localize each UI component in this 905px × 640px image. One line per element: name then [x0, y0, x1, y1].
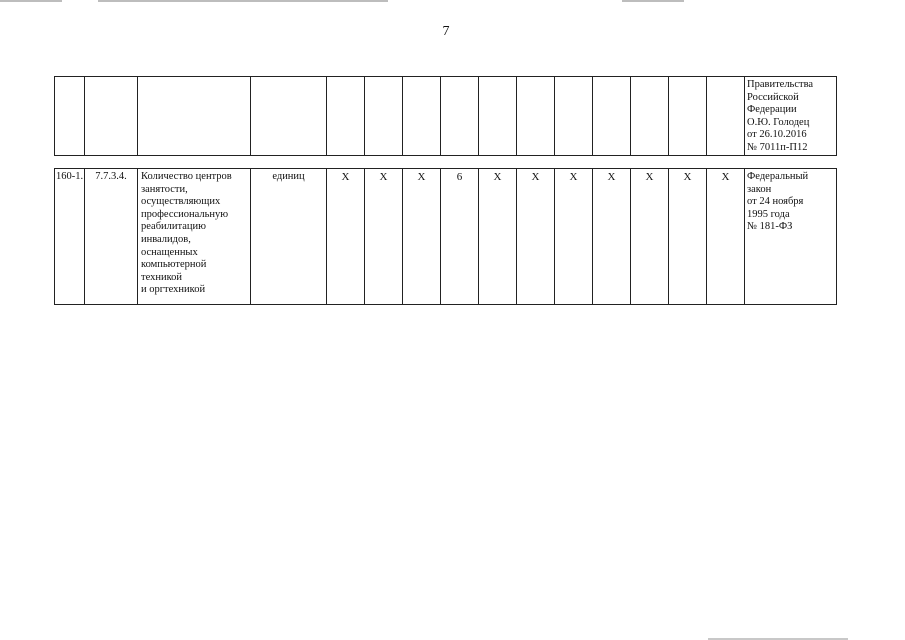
- cell-value: [669, 77, 707, 156]
- name-line: занятости,: [141, 183, 188, 195]
- basis-line: Российской: [747, 91, 799, 103]
- basis-line: Федеральный: [747, 171, 809, 182]
- cell-indicator-name: [138, 169, 251, 305]
- cell-value: 6: [441, 169, 479, 305]
- basis-line: закон: [747, 183, 772, 195]
- cell-num: [55, 77, 85, 156]
- cell-value: [631, 77, 669, 156]
- cell-value: [441, 77, 479, 156]
- name-line: техникой: [141, 271, 183, 283]
- cell-value: [327, 77, 365, 156]
- basis-line: Правительства: [747, 79, 814, 90]
- cell-value: X: [365, 169, 403, 305]
- cell-unit: единиц: [251, 169, 327, 305]
- cell-value: X: [479, 169, 517, 305]
- basis-line: 1995 года: [747, 208, 790, 220]
- basis-line: от 26.10.2016: [747, 129, 807, 141]
- cell-value: [555, 77, 593, 156]
- cell-legal-basis: [745, 77, 837, 156]
- cell-value: [707, 77, 745, 156]
- basis-line: от 24 ноября: [747, 196, 804, 208]
- cell-row-number: 160-1.: [55, 169, 85, 305]
- cell-code: 7.7.3.4.: [85, 169, 138, 305]
- cell-value: X: [403, 169, 441, 305]
- basis-line: № 7011п-П12: [747, 141, 808, 153]
- basis-line: Федерации: [747, 104, 797, 116]
- cell-value: [403, 77, 441, 156]
- cell-value: X: [327, 169, 365, 305]
- scan-edge-right: [622, 0, 684, 2]
- cell-value: [517, 77, 555, 156]
- cell-value: X: [669, 169, 707, 305]
- name-line: инвалидов,: [141, 233, 191, 245]
- name-line: реабилитацию: [141, 221, 206, 233]
- name-line: оснащенных: [141, 246, 198, 258]
- table-indicator: [54, 168, 837, 305]
- table-row: [55, 169, 837, 305]
- cell-unit: [251, 77, 327, 156]
- cell-name: [138, 77, 251, 156]
- name-line: компьютерной: [141, 259, 207, 271]
- cell-value: X: [593, 169, 631, 305]
- scan-edge-left: [0, 0, 62, 2]
- cell-value: X: [555, 169, 593, 305]
- cell-value: [479, 77, 517, 156]
- scan-edge-middle: [98, 0, 388, 2]
- cell-value: [365, 77, 403, 156]
- cell-legal-basis: [745, 169, 837, 305]
- basis-line: О.Ю. Голодец: [747, 116, 810, 128]
- cell-value: X: [707, 169, 745, 305]
- name-line: профессиональную: [141, 208, 229, 220]
- page-number: 7: [442, 24, 450, 39]
- name-line: Количество центров: [141, 171, 232, 182]
- basis-line: № 181-ФЗ: [747, 221, 793, 233]
- name-line: и оргтехникой: [141, 284, 206, 296]
- cell-value: X: [517, 169, 555, 305]
- cell-value: X: [631, 169, 669, 305]
- cell-code: [85, 77, 138, 156]
- cell-value: [593, 77, 631, 156]
- table-continuation: [54, 76, 837, 156]
- name-line: осуществляющих: [141, 196, 221, 208]
- table-row: [55, 77, 837, 156]
